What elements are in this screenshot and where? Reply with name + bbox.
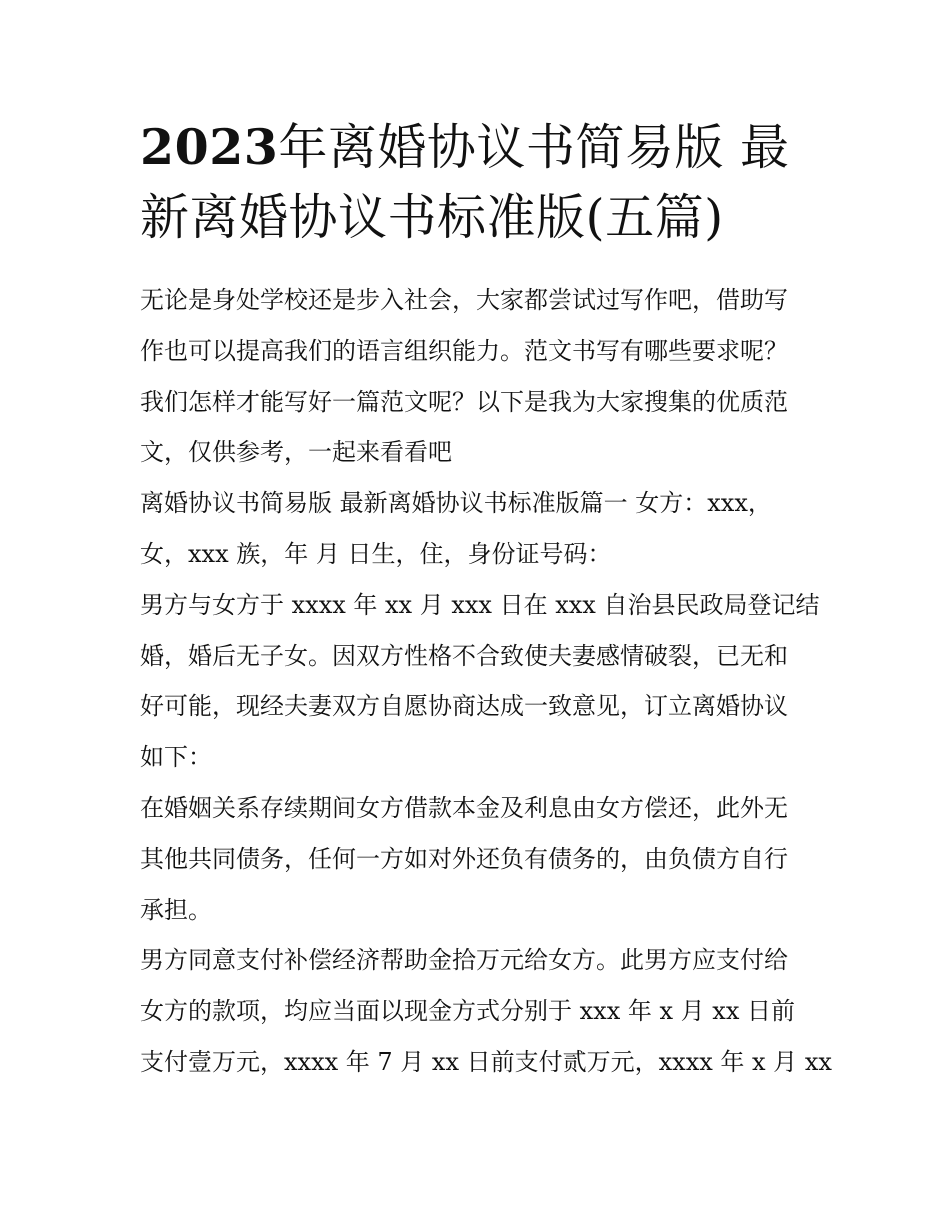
- title-line-2-text: 新离婚协议书标准版(五篇): [140, 189, 724, 246]
- body-line: 男方同意支付补偿经济帮助金拾万元给女方。此男方应支付给: [140, 946, 788, 975]
- body-line: 作也可以提高我们的语言组织能力。范文书写有哪些要求呢？: [140, 336, 788, 365]
- body-line: 女，xxx 族，年 月 日生，住，身份证号码：: [140, 539, 612, 568]
- document-body: [140, 275, 830, 1088]
- body-line: 其他共同债务，任何一方如对外还负有债务的，由负债方自行: [140, 844, 788, 873]
- body-line: 承担。: [140, 895, 212, 924]
- title-year: 2023: [140, 118, 279, 176]
- body-line: 女方的款项，均应当面以现金方式分别于 xxx 年 x 月 xx 日前: [140, 997, 795, 1026]
- body-line: 如下：: [140, 743, 212, 772]
- body-line: 好可能，现经夫妻双方自愿协商达成一致意见，订立离婚协议: [140, 692, 788, 721]
- body-line: 离婚协议书简易版 最新离婚协议书标准版篇一 女方：xxx，: [140, 489, 772, 518]
- title-line-1-text: 年离婚协议书简易版 最: [278, 119, 790, 176]
- document-title: [140, 112, 830, 253]
- body-line: 无论是身处学校还是步入社会，大家都尝试过写作吧，借助写: [140, 286, 788, 314]
- body-line: 在婚姻关系存续期间女方借款本金及利息由女方偿还，此外无: [140, 793, 788, 822]
- body-line: 男方与女方于 xxxx 年 xx 月 xxx 日在 xxx 自治县民政局登记结: [140, 590, 820, 619]
- body-line: 婚，婚后无子女。因双方性格不合致使夫妻感情破裂，已无和: [140, 641, 788, 670]
- title-line: [140, 112, 830, 183]
- body-line: 文，仅供参考，一起来看看吧: [140, 438, 452, 467]
- body-line: 我们怎样才能写好一篇范文呢？以下是我为大家搜集的优质范: [140, 387, 788, 416]
- body-line: 支付壹万元，xxxx 年 7 月 xx 日前支付贰万元，xxxx 年 x 月 xx: [140, 1047, 832, 1076]
